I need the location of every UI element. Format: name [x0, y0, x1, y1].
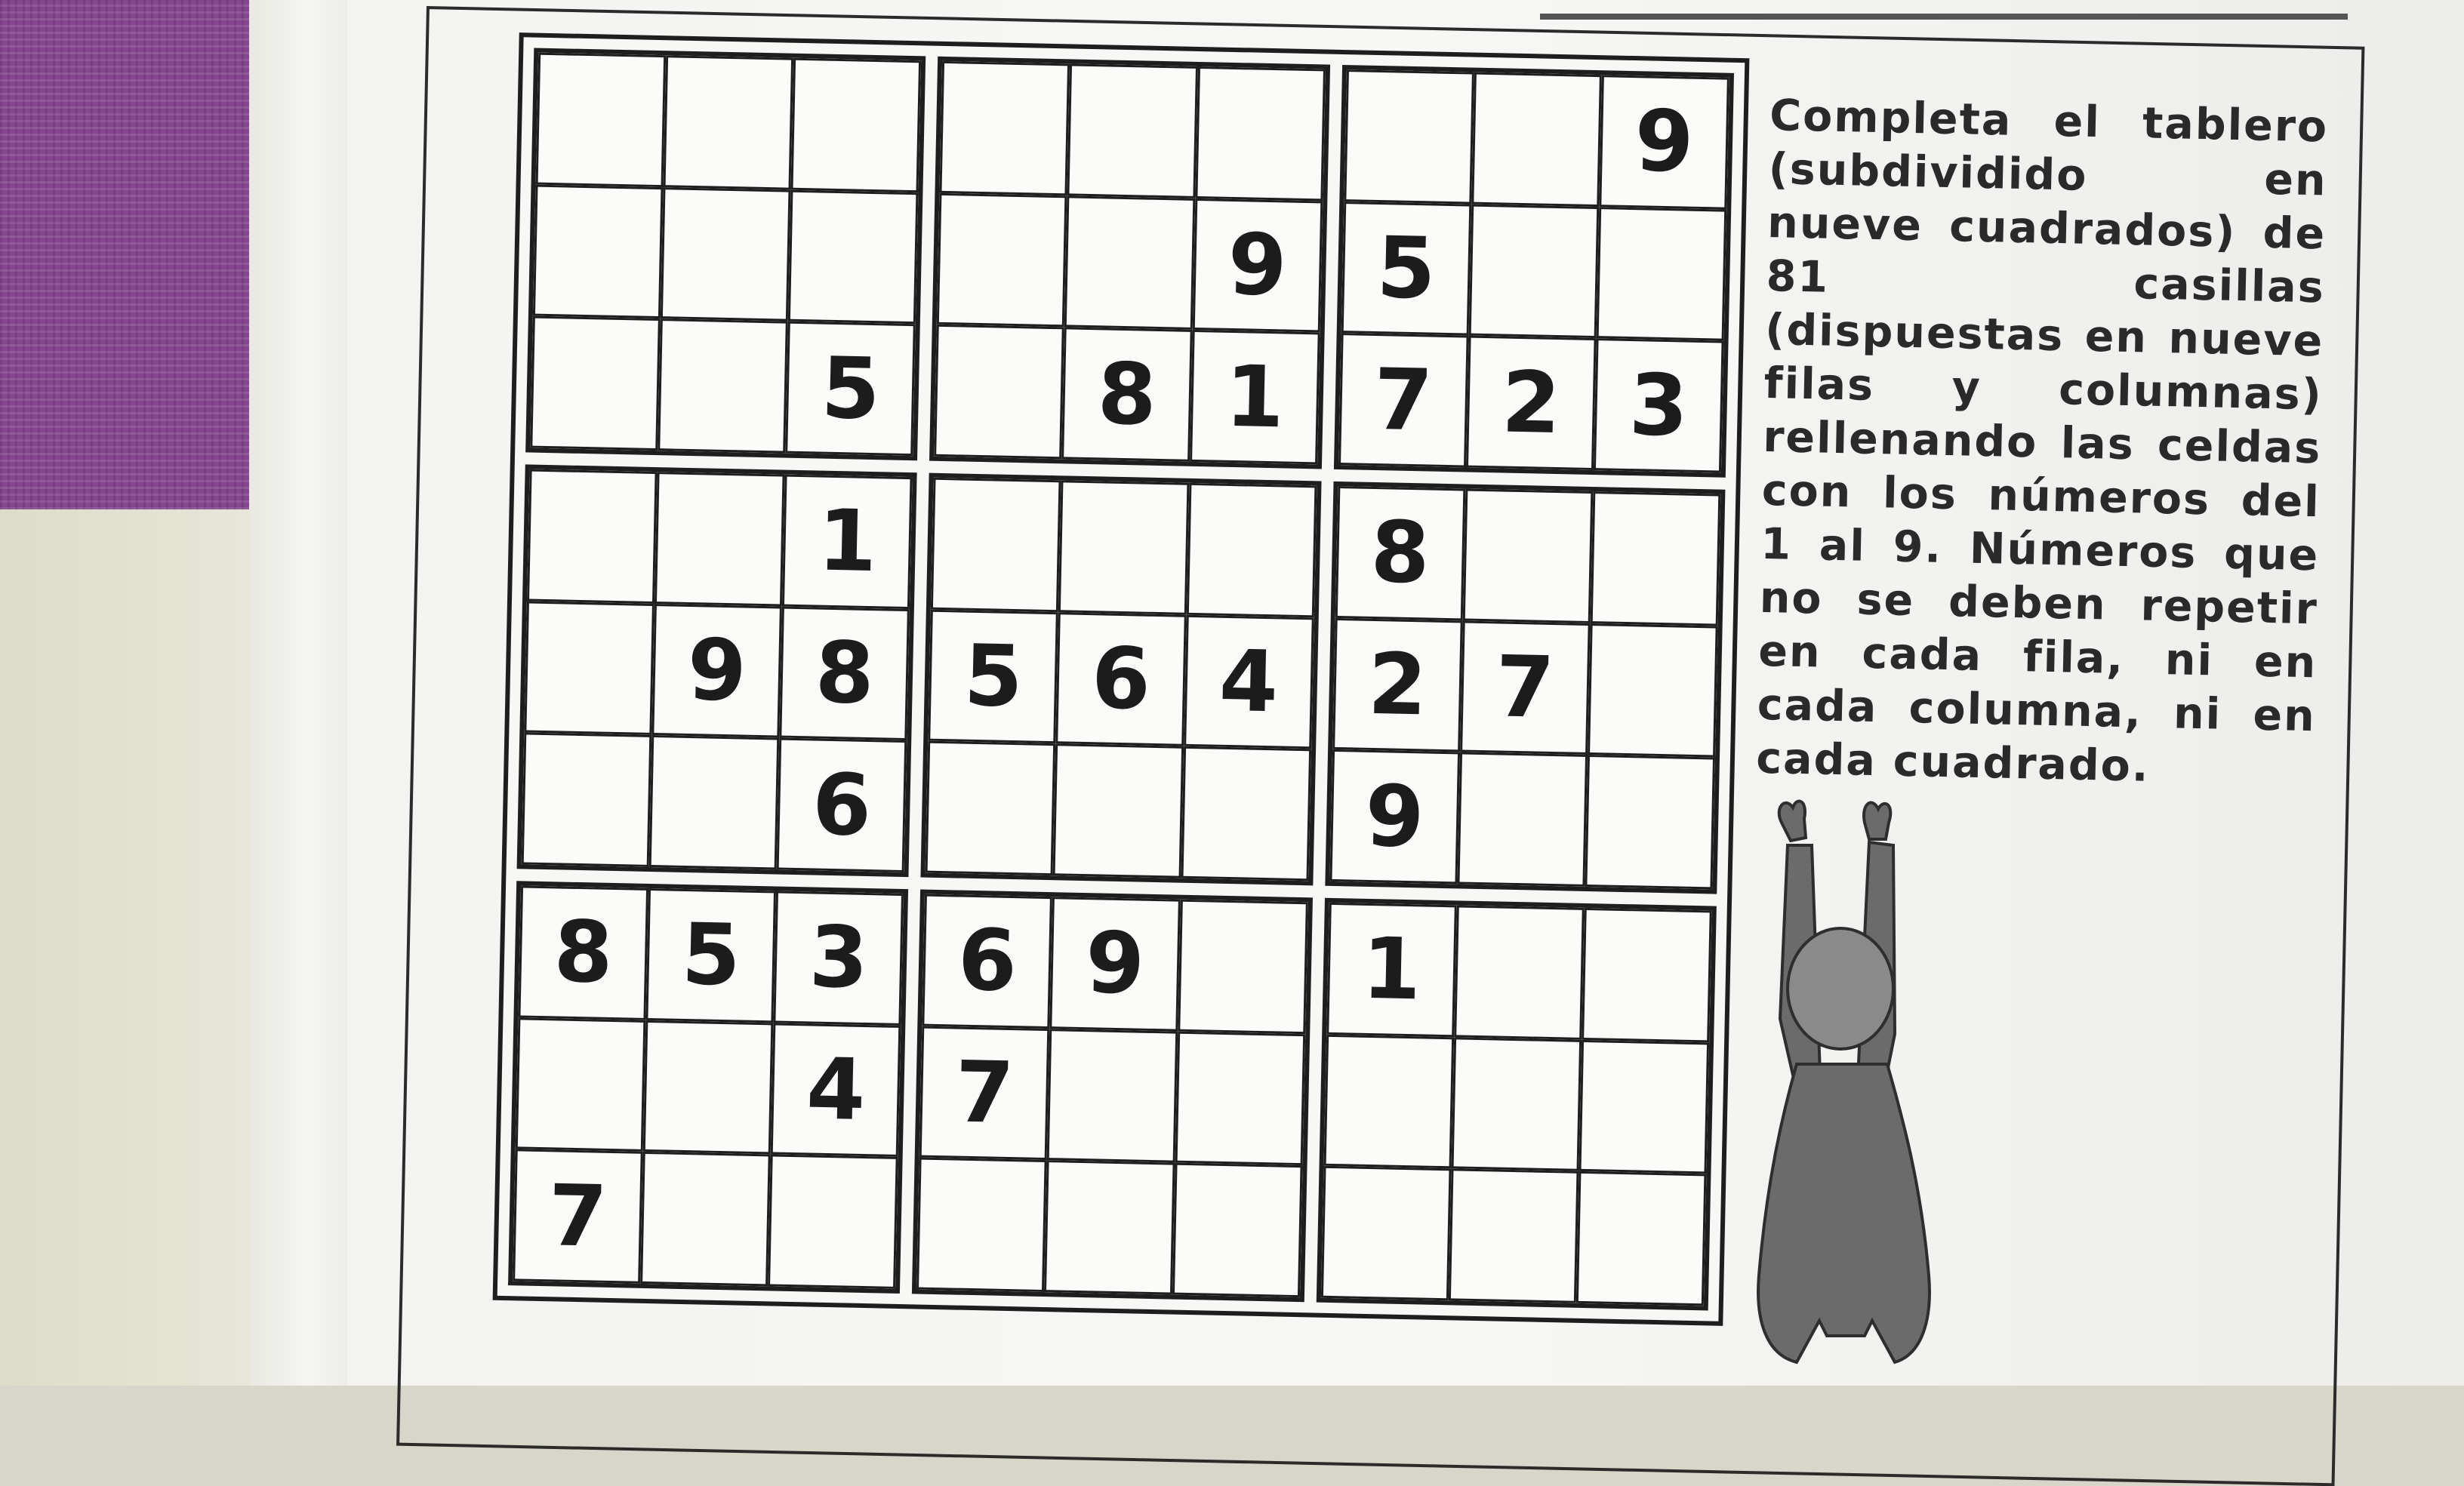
sudoku-cell[interactable]: [1468, 204, 1599, 338]
sudoku-board: [493, 32, 1750, 1326]
sudoku-cell[interactable]: 9: [651, 604, 782, 738]
sudoku-cell[interactable]: [916, 1158, 1047, 1292]
sudoku-cell[interactable]: [533, 184, 664, 318]
sudoku-grid: [508, 48, 1734, 1311]
sudoku-box: [921, 473, 1321, 886]
sudoku-cell[interactable]: 9: [1329, 749, 1460, 884]
sudoku-cell[interactable]: [1058, 480, 1189, 614]
sudoku-cell[interactable]: [1321, 1166, 1452, 1300]
sudoku-cell[interactable]: 4: [1184, 614, 1314, 749]
sudoku-cell[interactable]: [1462, 488, 1593, 623]
sudoku-cell[interactable]: [1175, 1031, 1305, 1165]
sudoku-cell[interactable]: 6: [922, 894, 1053, 1029]
sudoku-cell[interactable]: [788, 189, 919, 324]
sudoku-cell[interactable]: [1186, 483, 1317, 617]
sudoku-cell[interactable]: [926, 741, 1056, 875]
sudoku-cell[interactable]: [937, 192, 1067, 327]
sudoku-cell[interactable]: [522, 733, 652, 867]
sudoku-cell[interactable]: 9: [1192, 198, 1323, 333]
sudoku-cell[interactable]: [1585, 755, 1715, 889]
sudoku-cell[interactable]: 5: [1341, 202, 1471, 336]
person-arms-raised-icon: [1751, 792, 1948, 1366]
sudoku-box: [525, 48, 926, 461]
sudoku-box: [929, 57, 1329, 469]
sudoku-cell[interactable]: [1578, 1040, 1709, 1174]
sudoku-cell[interactable]: [1588, 623, 1718, 758]
sudoku-cell[interactable]: [1053, 744, 1184, 878]
sudoku-cell[interactable]: 8: [1335, 486, 1465, 620]
sudoku-box: [517, 464, 917, 877]
sudoku-cell[interactable]: [791, 58, 922, 192]
sudoku-box: [1316, 898, 1716, 1311]
sudoku-cell[interactable]: [1344, 69, 1474, 204]
sudoku-cell[interactable]: [1181, 746, 1311, 881]
sudoku-cell[interactable]: 7: [1338, 333, 1469, 467]
sudoku-cell[interactable]: 7: [919, 1026, 1050, 1160]
book-page-edge: [249, 0, 350, 1386]
sudoku-cell[interactable]: [1596, 207, 1726, 341]
sudoku-cell[interactable]: 9: [1599, 75, 1729, 209]
sudoku-cell[interactable]: [1582, 908, 1712, 1042]
sudoku-cell[interactable]: 9: [1050, 897, 1181, 1031]
sudoku-box: [508, 881, 908, 1294]
purple-fabric: [0, 0, 260, 509]
sudoku-cell[interactable]: [640, 1152, 771, 1286]
sudoku-cell[interactable]: 2: [1332, 618, 1463, 752]
sudoku-cell[interactable]: [1449, 1169, 1579, 1303]
sudoku-cell[interactable]: [536, 53, 667, 187]
sudoku-cell[interactable]: [1172, 1163, 1302, 1297]
sudoku-cell[interactable]: [1323, 1034, 1454, 1168]
sudoku-cell[interactable]: [649, 735, 780, 869]
sudoku-cell[interactable]: 5: [646, 888, 777, 1023]
sudoku-cell[interactable]: [661, 187, 791, 322]
sudoku-cell[interactable]: [664, 55, 794, 189]
top-rule-line: [1540, 14, 2348, 20]
sudoku-cell[interactable]: 3: [1594, 338, 1724, 472]
sudoku-cell[interactable]: 7: [1460, 620, 1591, 755]
sudoku-box: [1334, 65, 1734, 478]
sudoku-cell[interactable]: [1064, 195, 1195, 330]
sudoku-cell[interactable]: 7: [513, 1149, 643, 1284]
sudoku-cell[interactable]: [654, 472, 785, 606]
sudoku-cell[interactable]: [524, 601, 654, 735]
sudoku-cell[interactable]: 8: [779, 606, 910, 740]
sudoku-cell[interactable]: 1: [1326, 903, 1457, 1037]
sudoku-cell[interactable]: [658, 318, 788, 453]
sudoku-cell[interactable]: [527, 469, 658, 604]
sudoku-cell[interactable]: [1047, 1029, 1178, 1163]
sudoku-cell[interactable]: 1: [1190, 330, 1320, 464]
sudoku-cell[interactable]: [1178, 900, 1308, 1034]
sudoku-cell[interactable]: 8: [1062, 328, 1193, 462]
sudoku-cell[interactable]: 8: [518, 885, 648, 1020]
sudoku-cell[interactable]: [530, 316, 661, 451]
sudoku-cell[interactable]: 6: [777, 738, 907, 872]
instructions-text: Completa el tablero (subdividido en nueve cuadrados) de 81 casillas (dispuestas en nueve filas y columnas) rellenando las celdas con los números del 1 al 9. Números que no se deben repetir en cada fila, ni en cada columna, ni en cada cuadrado.: [1755, 90, 2329, 792]
sudoku-cell[interactable]: 6: [1056, 612, 1187, 746]
sudoku-cell[interactable]: [934, 325, 1064, 459]
sudoku-cell[interactable]: [940, 61, 1070, 195]
sudoku-box: [1325, 481, 1725, 894]
sudoku-cell[interactable]: [1576, 1171, 1707, 1306]
sudoku-cell[interactable]: [643, 1020, 774, 1155]
sudoku-cell[interactable]: 3: [774, 891, 904, 1025]
sudoku-cell[interactable]: [1195, 66, 1326, 201]
table-surface: [0, 509, 260, 1386]
sudoku-cell[interactable]: [931, 478, 1061, 612]
sudoku-cell[interactable]: [768, 1155, 898, 1289]
sudoku-box: [912, 889, 1312, 1302]
sudoku-cell[interactable]: [1451, 1037, 1582, 1171]
sudoku-cell[interactable]: 4: [771, 1023, 901, 1157]
sudoku-cell[interactable]: [1454, 905, 1585, 1039]
sudoku-cell[interactable]: [1471, 72, 1602, 207]
sudoku-cell[interactable]: [1044, 1160, 1175, 1294]
sudoku-cell[interactable]: 5: [929, 609, 1059, 743]
sudoku-cell[interactable]: [1457, 752, 1588, 887]
sudoku-cell[interactable]: [1591, 491, 1721, 626]
sudoku-cell[interactable]: 1: [782, 475, 913, 609]
sudoku-cell[interactable]: 2: [1466, 336, 1597, 470]
sudoku-cell[interactable]: [516, 1017, 646, 1152]
sudoku-cell[interactable]: 5: [785, 322, 916, 456]
sudoku-cell[interactable]: [1067, 63, 1198, 198]
